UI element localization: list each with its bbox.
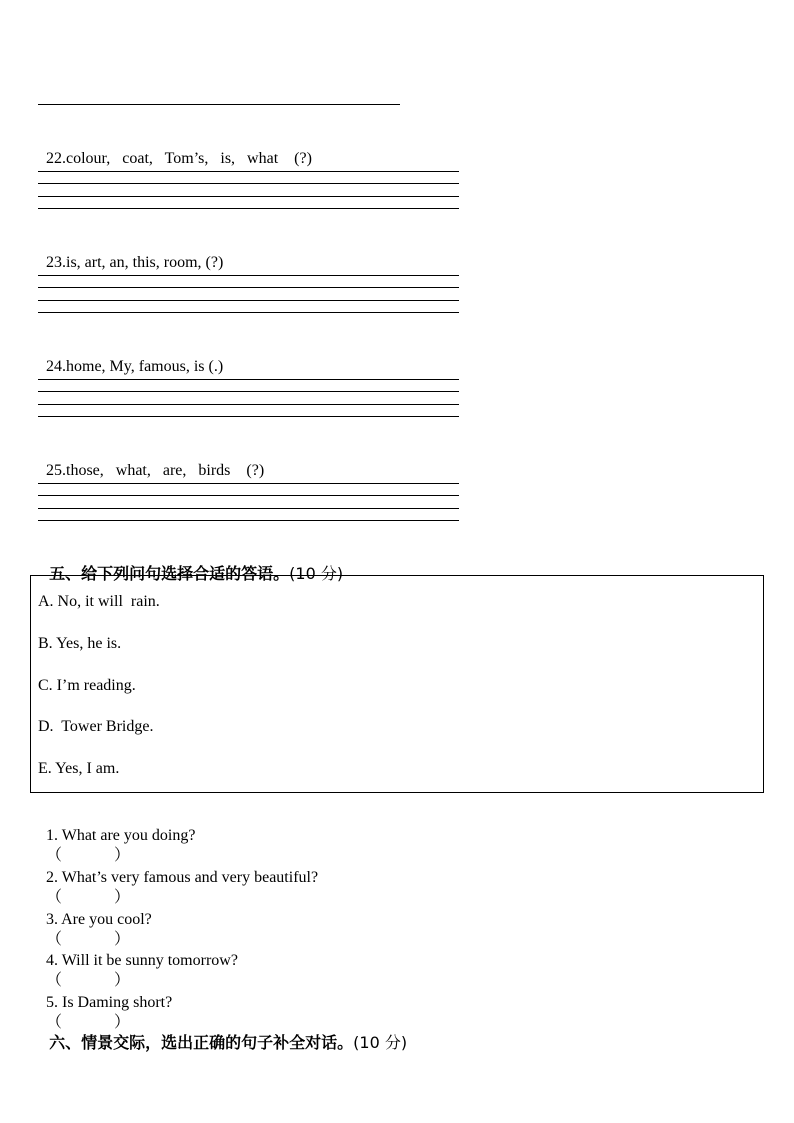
answer-line[interactable] bbox=[38, 183, 459, 184]
question-23 bbox=[38, 233, 223, 273]
answer-open-paren: （ bbox=[46, 889, 63, 906]
answer-line[interactable] bbox=[38, 300, 459, 301]
answer-close-paren: ） bbox=[114, 931, 131, 948]
question-25 bbox=[38, 441, 264, 481]
answer-close-paren: ） bbox=[114, 847, 131, 864]
answer-open-paren: （ bbox=[46, 972, 63, 989]
answer-line[interactable] bbox=[38, 404, 459, 405]
answer-line bbox=[38, 104, 400, 105]
answer-line[interactable] bbox=[38, 287, 459, 288]
answer-line[interactable] bbox=[38, 379, 459, 380]
section-6-title: 六、情景交际，选出正确的句子补全对话。 bbox=[49, 1033, 354, 1052]
option-d: D. Tower Bridge. bbox=[38, 718, 154, 735]
answer-line[interactable] bbox=[38, 171, 459, 172]
section-5-title: 五、给下列问句选择合适的答语。 bbox=[49, 564, 290, 583]
option-c: C. I’m reading. bbox=[38, 677, 136, 694]
question-24 bbox=[38, 337, 223, 377]
answer-line[interactable] bbox=[38, 495, 459, 496]
question-number: 25. bbox=[46, 462, 66, 479]
section-6-score: (10 分) bbox=[353, 1033, 408, 1052]
answer-line[interactable] bbox=[38, 416, 459, 417]
question-words: those, what, are, birds (?) bbox=[66, 462, 265, 479]
section-6-heading bbox=[38, 1013, 407, 1053]
item-text: 3. Are you cool? bbox=[46, 911, 152, 928]
answer-open-paren: （ bbox=[46, 1014, 63, 1031]
answer-line[interactable] bbox=[38, 196, 459, 197]
answer-line[interactable] bbox=[38, 391, 459, 392]
item-text: 4. Will it be sunny tomorrow? bbox=[46, 952, 238, 969]
section-5-score: (10 分) bbox=[289, 564, 344, 583]
option-b: B. Yes, he is. bbox=[38, 635, 122, 652]
answer-line[interactable] bbox=[38, 508, 459, 509]
answer-line[interactable] bbox=[38, 520, 459, 521]
question-number: 23. bbox=[46, 254, 66, 271]
option-e: E. Yes, I am. bbox=[38, 760, 120, 777]
answer-line[interactable] bbox=[38, 275, 459, 276]
question-number: 24. bbox=[46, 358, 66, 375]
question-words: colour, coat, Tom’s, is, what (?) bbox=[66, 150, 312, 167]
answer-line[interactable] bbox=[38, 312, 459, 313]
answer-close-paren: ） bbox=[114, 972, 131, 989]
question-22 bbox=[38, 129, 312, 169]
answer-options-box bbox=[30, 575, 764, 793]
question-number: 22. bbox=[46, 150, 66, 167]
answer-line[interactable] bbox=[38, 208, 459, 209]
answer-open-paren: （ bbox=[46, 931, 63, 948]
item-text: 5. Is Daming short? bbox=[46, 994, 173, 1011]
item-text: 1. What are you doing? bbox=[46, 827, 196, 844]
answer-close-paren: ） bbox=[114, 889, 131, 906]
question-words: home, My, famous, is (.) bbox=[66, 358, 224, 375]
option-a: A. No, it will rain. bbox=[38, 593, 160, 610]
answer-line[interactable] bbox=[38, 483, 459, 484]
answer-open-paren: （ bbox=[46, 847, 63, 864]
answer-close-paren: ） bbox=[114, 1014, 131, 1031]
item-text: 2. What’s very famous and very beautiful? bbox=[46, 869, 319, 886]
question-words: is, art, an, this, room, (?) bbox=[66, 254, 224, 271]
